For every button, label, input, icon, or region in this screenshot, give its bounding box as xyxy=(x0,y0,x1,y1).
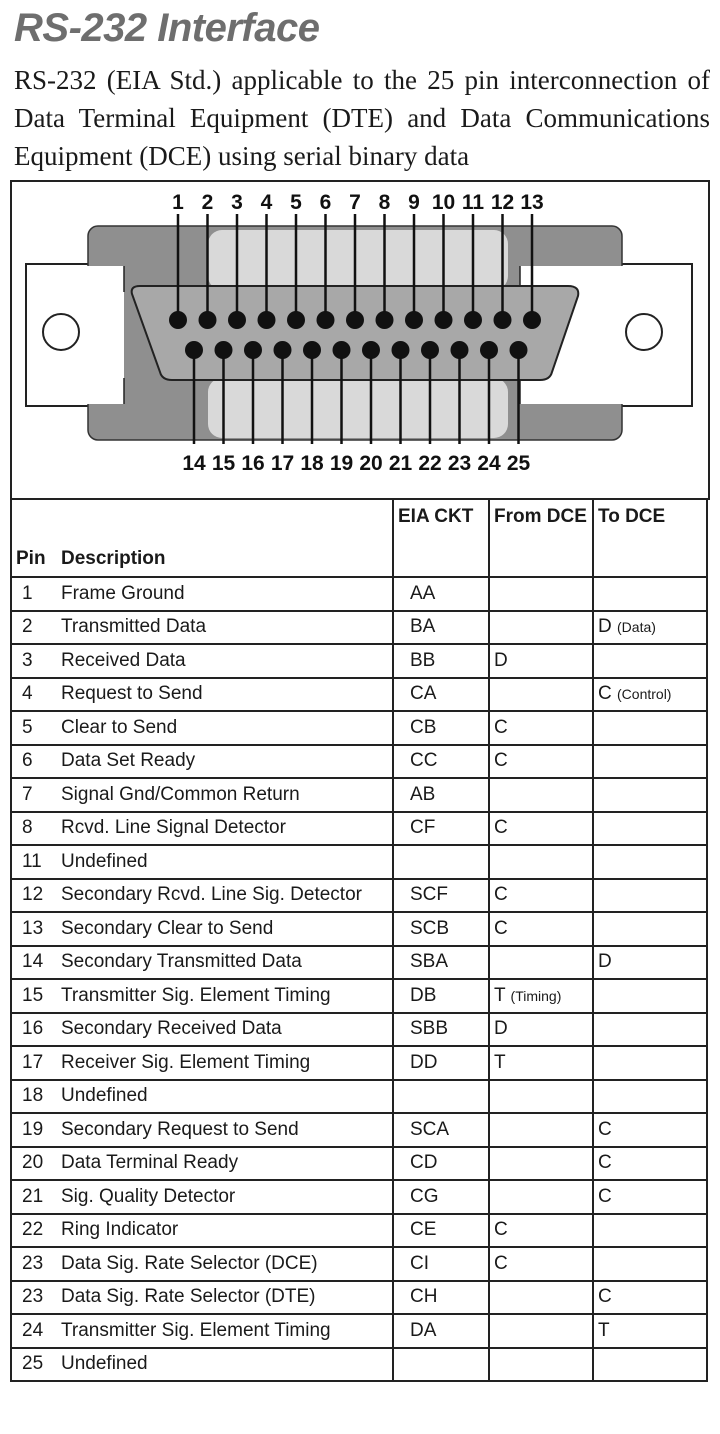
pin-number-label: 15 xyxy=(211,452,236,475)
pin-socket xyxy=(346,311,364,329)
eia-ckt-cell: DA xyxy=(393,1314,489,1348)
description-cell: Signal Gnd/Common Return xyxy=(57,778,393,812)
from-dce-cell xyxy=(489,644,593,678)
pin-number-label: 13 xyxy=(520,191,544,214)
to-dce-cell xyxy=(593,678,707,712)
pin-socket xyxy=(494,311,512,329)
eia-ckt-cell xyxy=(393,1080,489,1114)
to-dce-value: D xyxy=(598,951,612,973)
pin-socket xyxy=(451,341,469,359)
table-row xyxy=(11,1247,707,1281)
header-pin: Pin xyxy=(11,499,57,577)
table-row xyxy=(11,1147,707,1181)
table-row xyxy=(11,1080,707,1114)
pinout-table xyxy=(10,498,708,1382)
table-row xyxy=(11,1214,707,1248)
from-dce-cell xyxy=(489,611,593,645)
to-dce-cell xyxy=(593,1147,707,1181)
pin-cell: 23 xyxy=(11,1281,57,1315)
table-row xyxy=(11,845,707,879)
eia-ckt-cell: BA xyxy=(393,611,489,645)
description-cell: Undefined xyxy=(57,845,393,879)
pin-socket xyxy=(362,341,380,359)
table-row xyxy=(11,1348,707,1382)
from-dce-value: C xyxy=(494,716,508,738)
description-cell: Transmitter Sig. Element Timing xyxy=(57,1314,393,1348)
description-cell: Received Data xyxy=(57,644,393,678)
pin-number-label: 9 xyxy=(408,191,420,214)
pin-socket xyxy=(274,341,292,359)
pin-number-label: 6 xyxy=(319,191,332,214)
table-row xyxy=(11,745,707,779)
pin-socket xyxy=(244,341,262,359)
from-dce-value: C xyxy=(494,750,508,772)
description-cell: Request to Send xyxy=(57,678,393,712)
pin-cell: 16 xyxy=(11,1013,57,1047)
pin-cell: 6 xyxy=(11,745,57,779)
header-eia-ckt: EIA CKT xyxy=(393,499,489,577)
pin-number-label: 5 xyxy=(290,191,302,214)
from-dce-note: (Timing) xyxy=(510,987,562,1004)
from-dce-value: D xyxy=(494,649,508,671)
description-cell: Secondary Clear to Send xyxy=(57,912,393,946)
pin-number-label: 14 xyxy=(182,452,206,475)
to-dce-cell xyxy=(593,1080,707,1114)
pin-number-label: 18 xyxy=(300,452,324,475)
table-row xyxy=(11,711,707,745)
table-row xyxy=(11,1281,707,1315)
pin-socket xyxy=(523,311,541,329)
eia-ckt-cell: AB xyxy=(393,778,489,812)
to-dce-value: C xyxy=(598,683,612,705)
pin-cell: 13 xyxy=(11,912,57,946)
description-cell: Ring Indicator xyxy=(57,1214,393,1248)
to-dce-value: D xyxy=(598,616,612,638)
from-dce-cell xyxy=(489,1247,593,1281)
pin-cell: 12 xyxy=(11,879,57,913)
eia-ckt-cell: CE xyxy=(393,1214,489,1248)
pin-socket xyxy=(435,311,453,329)
from-dce-value: C xyxy=(494,1252,508,1274)
description-cell: Receiver Sig. Element Timing xyxy=(57,1046,393,1080)
pin-socket xyxy=(215,341,233,359)
from-dce-cell xyxy=(489,1281,593,1315)
pin-socket xyxy=(333,341,351,359)
to-dce-cell xyxy=(593,912,707,946)
pin-socket xyxy=(303,341,321,359)
pin-number-label: 3 xyxy=(231,191,243,214)
table-row xyxy=(11,912,707,946)
eia-ckt-cell: DB xyxy=(393,979,489,1013)
pin-cell: 5 xyxy=(11,711,57,745)
from-dce-cell xyxy=(489,678,593,712)
from-dce-value: D xyxy=(494,1018,508,1040)
from-dce-cell xyxy=(489,1348,593,1382)
pin-cell: 4 xyxy=(11,678,57,712)
description-cell: Undefined xyxy=(57,1348,393,1382)
to-dce-cell xyxy=(593,1046,707,1080)
to-dce-cell xyxy=(593,1214,707,1248)
from-dce-cell xyxy=(489,812,593,846)
pin-number-label: 22 xyxy=(418,452,442,475)
shell-highlight-top xyxy=(208,230,508,290)
eia-ckt-cell: CC xyxy=(393,745,489,779)
pin-cell: 22 xyxy=(11,1214,57,1248)
description-cell: Undefined xyxy=(57,1080,393,1114)
table-row xyxy=(11,1314,707,1348)
from-dce-cell xyxy=(489,912,593,946)
to-dce-cell xyxy=(593,1180,707,1214)
pin-cell: 24 xyxy=(11,1314,57,1348)
from-dce-value: T xyxy=(494,984,506,1006)
pin-socket xyxy=(317,311,335,329)
from-dce-cell xyxy=(489,1013,593,1047)
to-dce-cell xyxy=(593,812,707,846)
from-dce-cell xyxy=(489,711,593,745)
to-dce-cell xyxy=(593,879,707,913)
pin-socket xyxy=(480,341,498,359)
eia-ckt-cell: SBB xyxy=(393,1013,489,1047)
to-dce-cell xyxy=(593,745,707,779)
header-description: Description xyxy=(57,499,393,577)
from-dce-cell xyxy=(489,1046,593,1080)
table-row xyxy=(11,879,707,913)
from-dce-cell xyxy=(489,1080,593,1114)
pin-cell: 7 xyxy=(11,778,57,812)
from-dce-value: C xyxy=(494,917,508,939)
description-cell: Secondary Request to Send xyxy=(57,1113,393,1147)
pin-number-label: 12 xyxy=(490,191,515,214)
to-dce-value: C xyxy=(598,1185,612,1207)
to-dce-value: C xyxy=(598,1118,612,1140)
from-dce-cell xyxy=(489,879,593,913)
eia-ckt-cell xyxy=(393,1348,489,1382)
to-dce-cell xyxy=(593,979,707,1013)
db25-connector-drawing xyxy=(12,182,708,498)
eia-ckt-cell: CF xyxy=(393,812,489,846)
from-dce-cell xyxy=(489,778,593,812)
mounting-hole-left xyxy=(43,314,79,350)
from-dce-cell xyxy=(489,1147,593,1181)
to-dce-cell xyxy=(593,711,707,745)
pin-number-label: 23 xyxy=(447,452,472,475)
pin-number-label: 20 xyxy=(359,452,383,475)
pin-number-label: 2 xyxy=(201,191,214,214)
pin-socket xyxy=(199,311,217,329)
pin-cell: 17 xyxy=(11,1046,57,1080)
mounting-hole-right xyxy=(626,314,662,350)
eia-ckt-cell: BB xyxy=(393,644,489,678)
from-dce-cell xyxy=(489,577,593,611)
description-cell: Data Set Ready xyxy=(57,745,393,779)
pin-number-label: 11 xyxy=(461,191,485,214)
pin-cell: 15 xyxy=(11,979,57,1013)
pin-socket xyxy=(185,341,203,359)
to-dce-value: T xyxy=(598,1319,610,1341)
from-dce-value: T xyxy=(494,1051,506,1073)
from-dce-value: C xyxy=(494,884,508,906)
header-to-dce: To DCE xyxy=(593,499,707,577)
to-dce-cell xyxy=(593,611,707,645)
from-dce-cell xyxy=(489,1314,593,1348)
pin-cell: 8 xyxy=(11,812,57,846)
eia-ckt-cell: SCA xyxy=(393,1113,489,1147)
table-row xyxy=(11,1180,707,1214)
from-dce-cell xyxy=(489,946,593,980)
eia-ckt-cell: CD xyxy=(393,1147,489,1181)
eia-ckt-cell: SCF xyxy=(393,879,489,913)
to-dce-note: (Control) xyxy=(617,686,672,703)
pin-socket xyxy=(169,311,187,329)
pin-cell: 18 xyxy=(11,1080,57,1114)
pin-number-label: 24 xyxy=(477,452,501,475)
description-cell: Frame Ground xyxy=(57,577,393,611)
to-dce-cell xyxy=(593,1314,707,1348)
pin-socket xyxy=(405,311,423,329)
pin-cell: 11 xyxy=(11,845,57,879)
from-dce-value: C xyxy=(494,817,508,839)
to-dce-cell xyxy=(593,778,707,812)
description-cell: Sig. Quality Detector xyxy=(57,1180,393,1214)
pin-number-label: 10 xyxy=(431,191,456,214)
description-cell: Clear to Send xyxy=(57,711,393,745)
pin-number-label: 19 xyxy=(329,452,354,475)
pin-number-label: 1 xyxy=(172,191,184,214)
from-dce-cell xyxy=(489,1113,593,1147)
pin-number-label: 7 xyxy=(349,191,361,214)
table-header-row xyxy=(11,499,707,577)
to-dce-value: C xyxy=(598,1286,612,1308)
header-from-dce: From DCE xyxy=(489,499,593,577)
description-cell: Transmitter Sig. Element Timing xyxy=(57,979,393,1013)
to-dce-cell xyxy=(593,1113,707,1147)
pin-cell: 25 xyxy=(11,1348,57,1382)
description-cell: Data Sig. Rate Selector (DTE) xyxy=(57,1281,393,1315)
to-dce-cell xyxy=(593,577,707,611)
from-dce-value: C xyxy=(494,1219,508,1241)
description-cell: Transmitted Data xyxy=(57,611,393,645)
from-dce-cell xyxy=(489,845,593,879)
pin-cell: 1 xyxy=(11,577,57,611)
eia-ckt-cell: AA xyxy=(393,577,489,611)
table-row xyxy=(11,1013,707,1047)
eia-ckt-cell: CH xyxy=(393,1281,489,1315)
from-dce-cell xyxy=(489,979,593,1013)
table-row xyxy=(11,1113,707,1147)
to-dce-cell xyxy=(593,1013,707,1047)
pin-socket xyxy=(287,311,305,329)
eia-ckt-cell xyxy=(393,845,489,879)
table-row xyxy=(11,644,707,678)
table-row xyxy=(11,611,707,645)
pin-cell: 23 xyxy=(11,1247,57,1281)
pin-number-label: 4 xyxy=(260,191,273,214)
pin-socket xyxy=(392,341,410,359)
pin-socket xyxy=(228,311,246,329)
pin-number-label: 21 xyxy=(388,452,413,475)
eia-ckt-cell: SBA xyxy=(393,946,489,980)
to-dce-cell xyxy=(593,1247,707,1281)
eia-ckt-cell: CG xyxy=(393,1180,489,1214)
eia-ckt-cell: SCB xyxy=(393,912,489,946)
to-dce-note: (Data) xyxy=(617,619,656,636)
to-dce-cell xyxy=(593,644,707,678)
from-dce-cell xyxy=(489,1180,593,1214)
eia-ckt-cell: CB xyxy=(393,711,489,745)
description-cell: Secondary Transmitted Data xyxy=(57,946,393,980)
eia-ckt-cell: CI xyxy=(393,1247,489,1281)
from-dce-cell xyxy=(489,1214,593,1248)
pin-cell: 19 xyxy=(11,1113,57,1147)
description-cell: Data Sig. Rate Selector (DCE) xyxy=(57,1247,393,1281)
pin-cell: 3 xyxy=(11,644,57,678)
pin-cell: 21 xyxy=(11,1180,57,1214)
pin-socket xyxy=(464,311,482,329)
page-title: RS-232 Interface xyxy=(14,6,320,50)
to-dce-cell xyxy=(593,845,707,879)
eia-ckt-cell: CA xyxy=(393,678,489,712)
to-dce-cell xyxy=(593,1281,707,1315)
table-row xyxy=(11,812,707,846)
to-dce-cell xyxy=(593,946,707,980)
to-dce-cell xyxy=(593,1348,707,1382)
table-row xyxy=(11,979,707,1013)
description-cell: Rcvd. Line Signal Detector xyxy=(57,812,393,846)
table-row xyxy=(11,1046,707,1080)
table-row xyxy=(11,678,707,712)
pin-cell: 2 xyxy=(11,611,57,645)
pin-socket xyxy=(376,311,394,329)
pin-cell: 14 xyxy=(11,946,57,980)
pin-cell: 20 xyxy=(11,1147,57,1181)
intro-paragraph: RS-232 (EIA Std.) applicable to the 25 pin interconnection of Data Terminal Equipment (DTE) and Data Communications Equipment (DCE) using serial binary data xyxy=(14,65,710,171)
pin-socket xyxy=(510,341,528,359)
description-cell: Data Terminal Ready xyxy=(57,1147,393,1181)
table-row xyxy=(11,577,707,611)
to-dce-value: C xyxy=(598,1152,612,1174)
description-cell: Secondary Received Data xyxy=(57,1013,393,1047)
pin-socket xyxy=(258,311,276,329)
pin-socket xyxy=(421,341,439,359)
db25-connector-diagram xyxy=(10,180,710,500)
table-row xyxy=(11,946,707,980)
table-row xyxy=(11,778,707,812)
pin-number-label: 17 xyxy=(270,452,295,475)
from-dce-cell xyxy=(489,745,593,779)
pin-number-label: 25 xyxy=(506,452,531,475)
pin-number-label: 16 xyxy=(241,452,265,475)
eia-ckt-cell: DD xyxy=(393,1046,489,1080)
pin-number-label: 8 xyxy=(378,191,391,214)
description-cell: Secondary Rcvd. Line Sig. Detector xyxy=(57,879,393,913)
